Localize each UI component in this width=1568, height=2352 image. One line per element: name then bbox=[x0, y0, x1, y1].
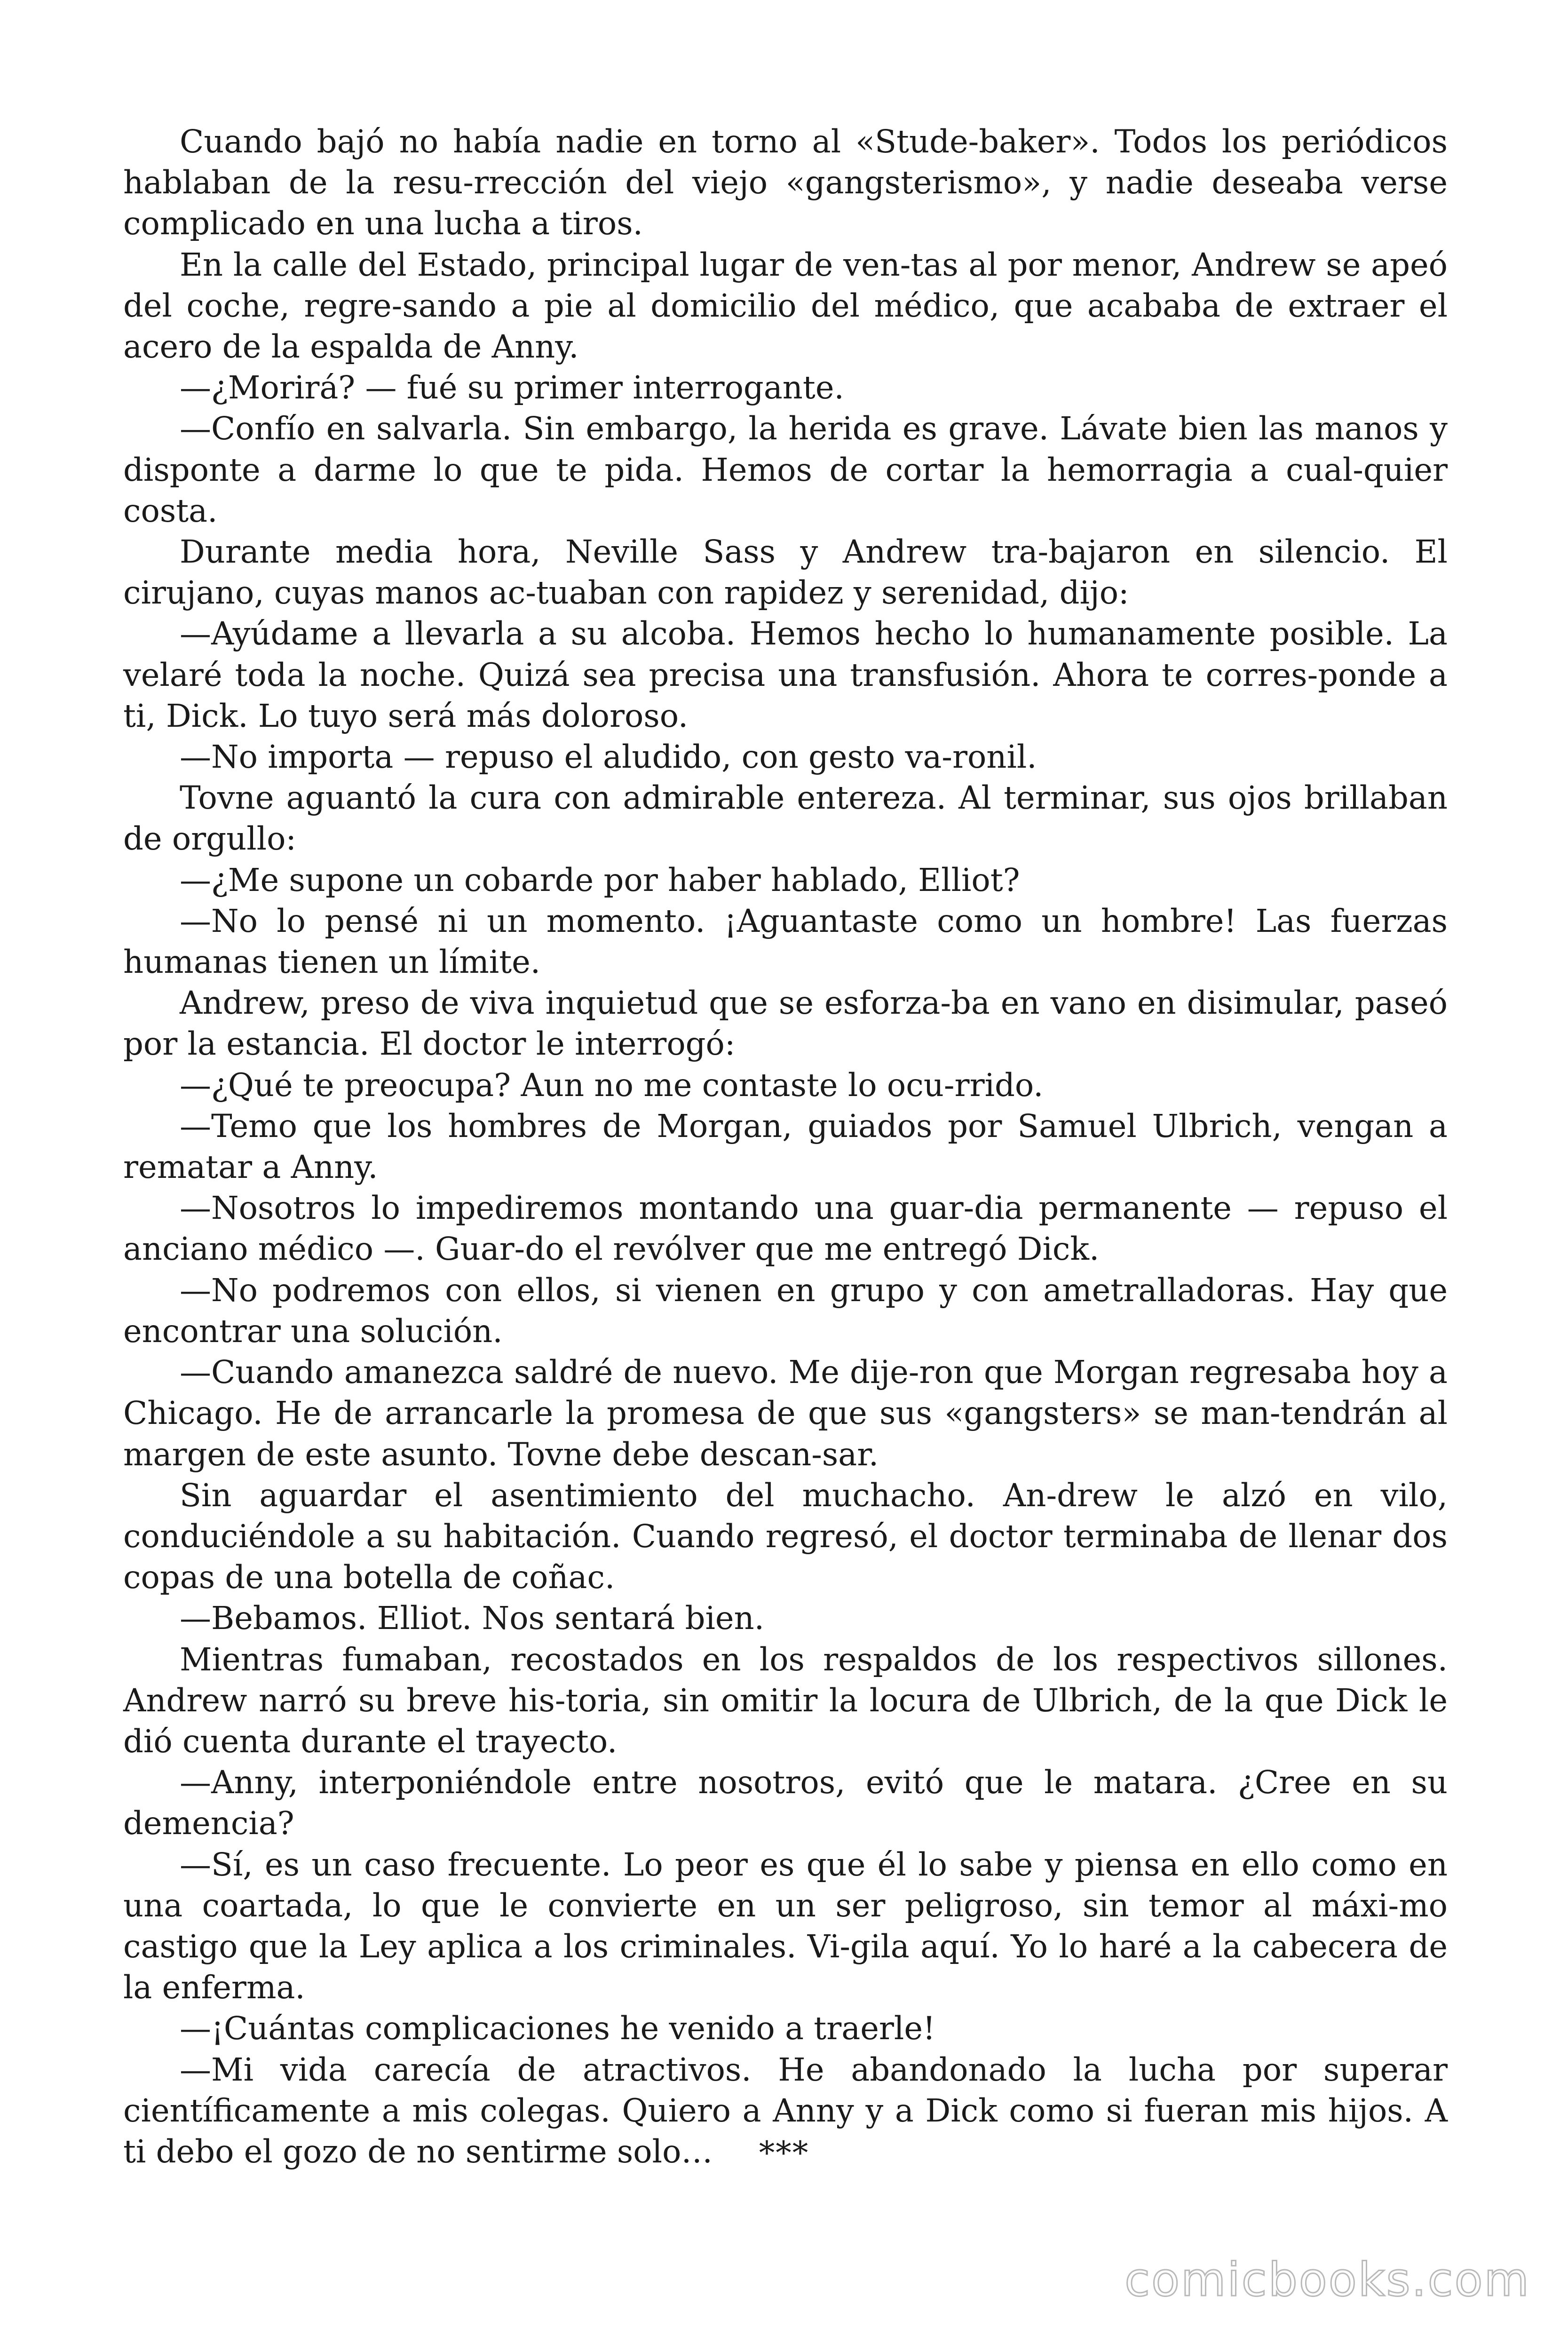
paragraph: —No lo pensé ni un momento. ¡Aguantaste como un hombre! Las fuerzas humanas tienen un límite. bbox=[123, 902, 1448, 981]
paragraph: Sin aguardar el asentimiento del muchacho. An-drew le alzó en vilo, conduciéndole a su habitación. Cuando regresó, el doctor terminaba de llenar dos copas de una botella de coñac. bbox=[123, 1477, 1448, 1596]
paragraph: —No podremos con ellos, si vienen en grupo y con ametralladoras. Hay que encontrar una solución. bbox=[123, 1271, 1448, 1350]
paragraph: Durante media hora, Neville Sass y Andrew tra-bajaron en silencio. El cirujano, cuyas manos ac-tuaban con rapidez y serenidad, dijo: bbox=[123, 533, 1448, 612]
paragraph: —Bebamos. Elliot. Nos sentará bien. bbox=[180, 1600, 765, 1637]
watermark: comicbooks.com bbox=[1125, 2253, 1530, 2307]
paragraph: En la calle del Estado, principal lugar de ven-tas al por menor, Andrew se apeó del coche, regre-sando a pie al domicilio del médico, que acababa de extraer el acero de la espalda de Anny. bbox=[123, 246, 1448, 366]
body-text bbox=[123, 121, 1448, 2172]
paragraph: —¡Cuántas complicaciones he venido a traerle! bbox=[180, 2010, 935, 2047]
paragraph: —No importa — repuso el aludido, con gesto va-ronil. bbox=[180, 739, 1037, 776]
paragraph: Tovne aguantó la cura con admirable entereza. Al terminar, sus ojos brillaban de orgullo: bbox=[123, 779, 1448, 858]
paragraph: —Confío en salvarla. Sin embargo, la herida es grave. Lávate bien las manos y disponte a darme lo que te pida. Hemos de cortar la hemorragia a cual-quier costa. bbox=[123, 410, 1448, 529]
paragraph: —¿Qué te preocupa? Aun no me contaste lo ocu-rrido. bbox=[180, 1066, 1044, 1104]
paragraph: —Nosotros lo impediremos montando una guar-dia permanente — repuso el anciano médico —. Guar-do el revólver que me entregó Dick. bbox=[123, 1190, 1448, 1268]
paragraph: Mientras fumaban, recostados en los respaldos de los respectivos sillones. Andrew narró su breve his-toria, sin omitir la locura de Ulbrich, de la que Dick le dió cuenta durante el trayecto. bbox=[123, 1641, 1448, 1760]
paragraph: —Sí, es un caso frecuente. Lo peor es que él lo sabe y piensa en ello como en una coartada, lo que le convierte en un ser peligroso, sin temor al máxi-mo castigo que la Ley aplica a los criminales. Vi-gila aquí. Yo lo haré a la cabecera de la enferma. bbox=[123, 1846, 1448, 2006]
paragraph: —Temo que los hombres de Morgan, guiados por Samuel Ulbrich, vengan a rematar a Anny. bbox=[123, 1107, 1448, 1186]
paragraph: Andrew, preso de viva inquietud que se esforza-ba en vano en disimular, paseó por la estancia. El doctor le interrogó: bbox=[123, 985, 1448, 1063]
paragraph: —Cuando amanezca saldré de nuevo. Me dije-ron que Morgan regresaba hoy a Chicago. He de arrancarle la promesa de que sus «gangsters» se man-tendrán al margen de este asunto. Tovne debe descan-sar. bbox=[123, 1354, 1448, 1473]
paragraph: —Mi vida carecía de atractivos. He abandonado la lucha por superar científicamente a mis colegas. Quiero a Anny y a Dick como si fueran mis hijos. A ti debo el gozo de no sentirme solo… bbox=[123, 2051, 1448, 2170]
section-separator: *** bbox=[759, 2135, 809, 2171]
paragraph: —Ayúdame a llevarla a su alcoba. Hemos hecho lo humanamente posible. La velaré toda la noche. Quizá sea precisa una transfusión. Ahora te corres-ponde a ti, Dick. Lo tuyo será más doloroso. bbox=[123, 615, 1448, 734]
paragraph: —Anny, interponiéndole entre nosotros, evitó que le matara. ¿Cree en su demencia? bbox=[123, 1764, 1448, 1842]
paragraph: —¿Me supone un cobarde por haber hablado, Elliot? bbox=[180, 861, 1020, 898]
paragraph: Cuando bajó no había nadie en torno al «Stude-baker». Todos los periódicos hablaban de la resu-rrección del viejo «gangsterismo», y nadie deseaba verse complicado en una lucha a tiros. bbox=[123, 123, 1448, 242]
paragraph: —¿Morirá? — fué su primer interrogante. bbox=[180, 369, 844, 406]
